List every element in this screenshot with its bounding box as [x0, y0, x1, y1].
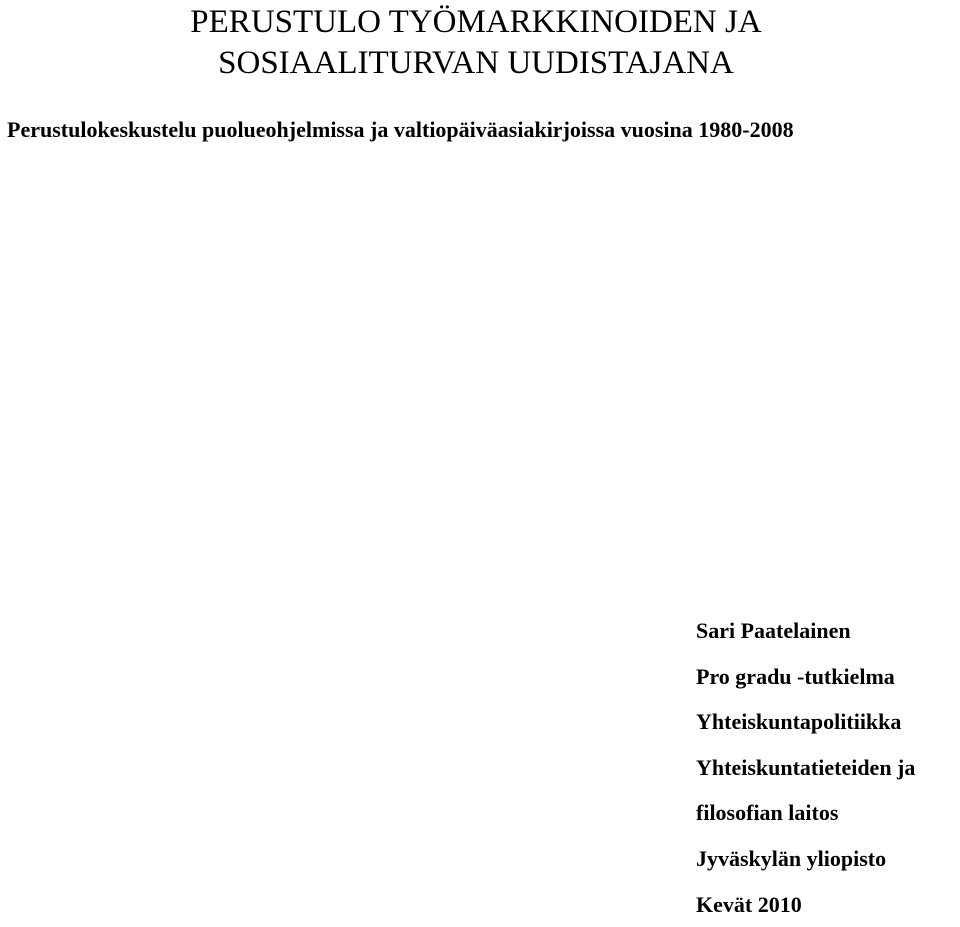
document-title [0, 2, 952, 84]
title-line-2: SOSIAALITURVAN UUDISTAJANA [218, 45, 734, 81]
university: Jyväskylän yliopisto [696, 845, 887, 871]
document-subtitle: Perustulokeskustelu puolueohjelmissa ja valtiopäiväasiakirjoissa vuosina 1980-2008 [7, 117, 794, 142]
thesis-type: Pro gradu -tutkielma [696, 663, 895, 689]
subject: Yhteiskuntapolitiikka [696, 709, 902, 735]
date: Kevät 2010 [696, 891, 802, 917]
department-line-2: filosofian laitos [696, 800, 839, 826]
department-line-1: Yhteiskuntatieteiden ja [696, 754, 916, 780]
author-name: Sari Paatelainen [696, 618, 851, 643]
title-line-1: PERUSTULO TYÖMARKKINOIDEN JA [190, 4, 762, 40]
author-info-block [696, 608, 960, 927]
